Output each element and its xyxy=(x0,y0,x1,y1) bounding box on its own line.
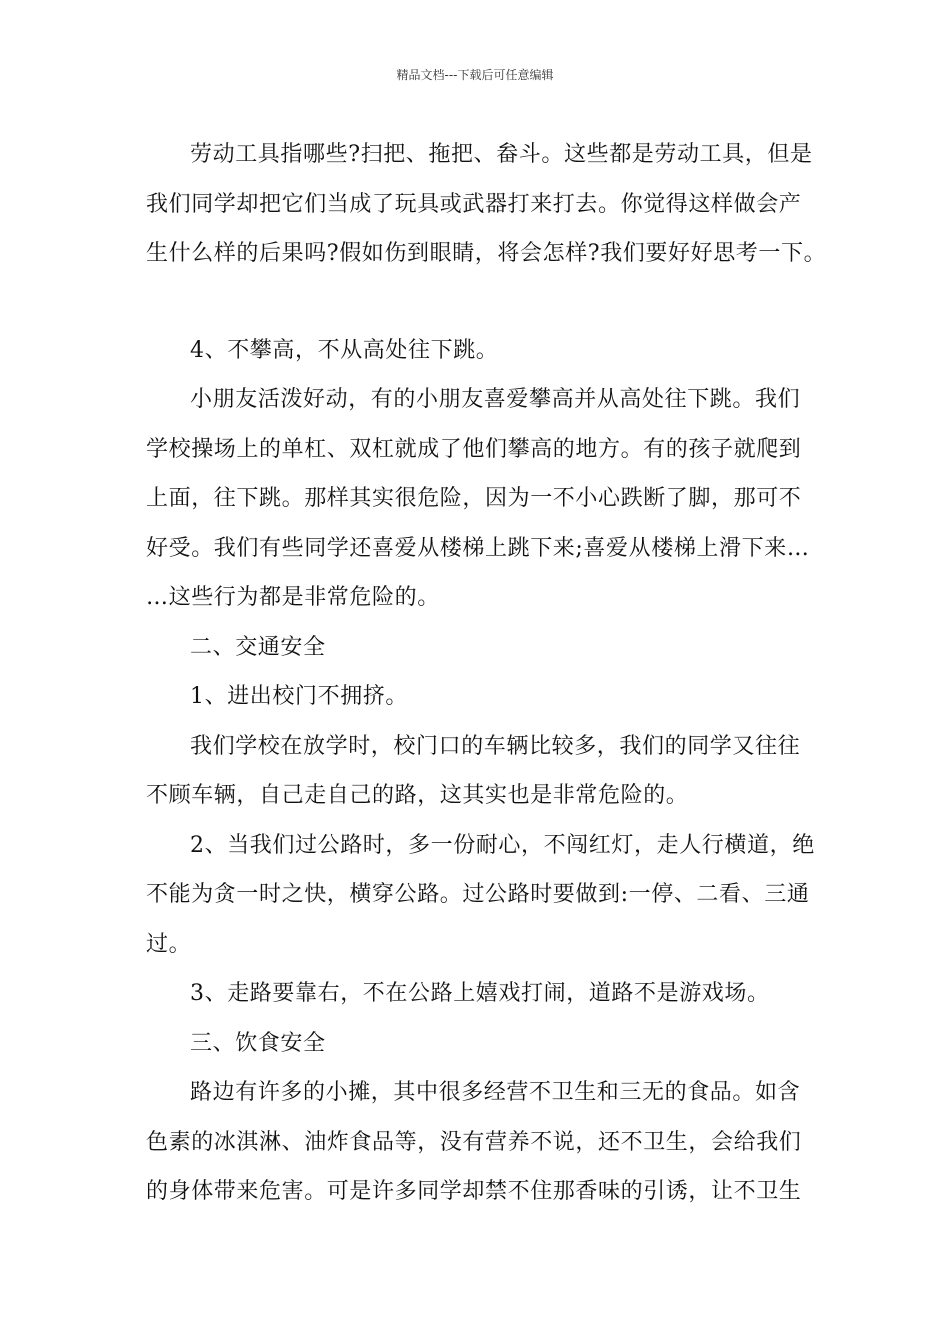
text-line: 学校操场上的单杠、双杠就成了他们攀高的地方。有的孩子就爬到 xyxy=(146,436,802,462)
page-header: 精品文档---下载后可任意编辑 xyxy=(396,68,554,82)
paragraph-crossing-road xyxy=(146,821,816,970)
text-line: 生什么样的后果吗?假如伤到眼睛，将会怎样?我们要好好思考一下。 xyxy=(146,241,827,266)
text-line: 不顾车辆，自己走自己的路，这其实也是非常危险的。 xyxy=(146,783,689,808)
heading-school-gate xyxy=(146,672,816,722)
section-heading-food xyxy=(146,1019,816,1069)
text-line: 的身体带来危害。可是许多同学却禁不住那香味的引诱，让不卫生 xyxy=(146,1179,802,1204)
heading-no-climbing xyxy=(146,326,816,376)
text-line: 我们同学却把它们当成了玩具或武器打来打去。你觉得这样做会产 xyxy=(146,191,802,217)
text-line: 小朋友活泼好动，有的小朋友喜爱攀高并从高处往下跳。我们 xyxy=(190,387,801,412)
text-line: 1、进出校门不拥挤。 xyxy=(190,684,408,709)
text-line: 色素的冰淇淋、油炸食品等，没有营养不说，还不卫生，会给我们 xyxy=(146,1129,802,1155)
text-line: 我们学校在放学时，校门口的车辆比较多，我们的同学又往往 xyxy=(190,733,801,759)
paragraph-food-stalls xyxy=(146,1068,816,1217)
text-line: 三、饮食安全 xyxy=(190,1030,326,1056)
paragraph-school-gate xyxy=(146,722,816,821)
text-line: 2、当我们过公路时，多一份耐心，不闯红灯，走人行横道，绝 xyxy=(190,832,815,858)
paragraph-gap xyxy=(146,279,816,326)
text-line: 好受。我们有些同学还喜爱从楼梯上跳下来;喜爱从楼梯上滑下来… xyxy=(146,535,810,561)
text-line: …这些行为都是非常危险的。 xyxy=(146,585,440,610)
paragraph-climbing xyxy=(146,375,816,623)
text-line: 二、交通安全 xyxy=(190,634,326,660)
text-line: 4、不攀高，不从高处往下跳。 xyxy=(190,337,499,363)
document-body xyxy=(146,130,827,1217)
paragraph-tools xyxy=(146,130,827,279)
text-line: 过。 xyxy=(146,931,192,957)
text-line: 劳动工具指哪些?扫把、拖把、畚斗。这些都是劳动工具，但是 xyxy=(190,142,813,167)
text-line: 路边有许多的小摊，其中很多经营不卫生和三无的食品。如含 xyxy=(190,1080,801,1105)
paragraph-keep-right xyxy=(146,969,816,1019)
text-line: 3、走路要靠右，不在公路上嬉戏打闹，道路不是游戏场。 xyxy=(190,981,770,1006)
text-line: 上面，往下跳。那样其实很危险，因为一不小心跌断了脚，那可不 xyxy=(146,486,802,511)
section-heading-traffic xyxy=(146,623,816,673)
text-line: 不能为贪一时之快，横穿公路。过公路时要做到:一停、二看、三通 xyxy=(146,882,810,907)
